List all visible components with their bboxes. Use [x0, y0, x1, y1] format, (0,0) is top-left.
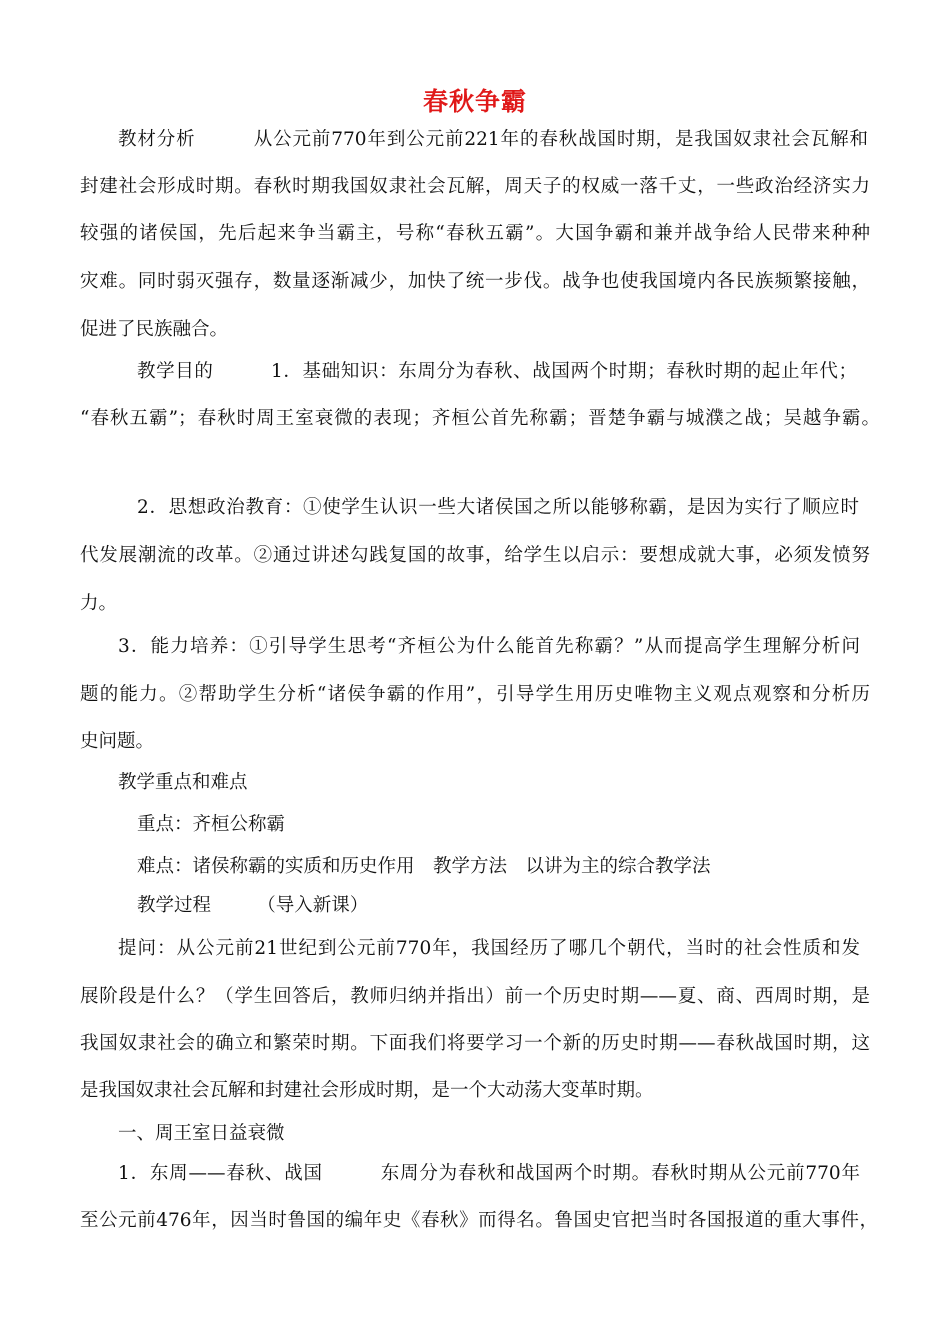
paragraph-line: 是我国奴隶社会瓦解和封建社会形成时期，是一个大动荡大变革时期。	[80, 1080, 654, 1101]
section-heading: 一、周王室日益衰微	[118, 1123, 285, 1144]
paragraph-line: 代发展潮流的改革。②通过讲述勾践复国的故事，给学生以启示：要想成就大事，必须发愤努	[80, 545, 870, 566]
paragraph-line: 3．能力培养：①引导学生思考“齐桓公为什么能首先称霸？”从而提高学生理解分析问	[118, 636, 860, 657]
paragraph-line: 1．东周——春秋、战国 东周分为春秋和战国两个时期。春秋时期从公元前770年	[118, 1163, 860, 1184]
document-title: 春秋争霸	[422, 87, 527, 116]
paragraph-line: 展阶段是什么？（学生回答后，教师归纳并指出）前一个历史时期——夏、商、西周时期，是	[80, 986, 870, 1007]
paragraph-line: 促进了民族融合。	[80, 319, 229, 340]
paragraph-line: “春秋五霸”；春秋时周王室衰微的表现；齐桓公首先称霸；晋楚争霸与城濮之战；吴越争霸。	[80, 408, 880, 429]
paragraph-line: 我国奴隶社会的确立和繁荣时期。下面我们将要学习一个新的历史时期——春秋战国时期，这	[80, 1033, 870, 1054]
paragraph-line: 较强的诸侯国，先后起来争当霸主，号称“春秋五霸”。大国争霸和兼并战争给人民带来种种	[80, 223, 870, 244]
section-heading: 教学重点和难点	[118, 772, 248, 793]
paragraph-line: 提问：从公元前21世纪到公元前770年，我国经历了哪几个朝代，当时的社会性质和发	[118, 938, 860, 959]
paragraph-line: 力。	[80, 593, 118, 614]
paragraph-line: 教材分析 从公元前770年到公元前221年的春秋战国时期，是我国奴隶社会瓦解和	[118, 129, 868, 150]
paragraph-line: 灾难。同时弱灭强存，数量逐渐减少，加快了统一步伐。战争也使我国境内各民族频繁接触，	[80, 271, 870, 292]
paragraph-line: 2．思想政治教育：①使学生认识一些大诸侯国之所以能够称霸，是因为实行了顺应时	[137, 497, 859, 518]
paragraph-line: 重点：齐桓公称霸	[137, 814, 286, 835]
paragraph-line: 封建社会形成时期。春秋时期我国奴隶社会瓦解，周天子的权威一落千丈，一些政治经济实力	[80, 176, 870, 197]
paragraph-line: 史问题。	[80, 731, 155, 752]
paragraph-line: 难点：诸侯称霸的实质和历史作用 教学方法 以讲为主的综合教学法	[137, 856, 711, 877]
paragraph-line: 至公元前476年，因当时鲁国的编年史《春秋》而得名。鲁国史官把当时各国报道的重大事件，	[80, 1210, 878, 1231]
paragraph-line: 教学过程 （导入新课）	[137, 895, 369, 916]
paragraph-line: 题的能力。②帮助学生分析“诸侯争霸的作用”，引导学生用历史唯物主义观点观察和分析历	[80, 684, 870, 705]
paragraph-line: 教学目的 1．基础知识：东周分为春秋、战国两个时期；春秋时期的起止年代；	[137, 361, 857, 382]
